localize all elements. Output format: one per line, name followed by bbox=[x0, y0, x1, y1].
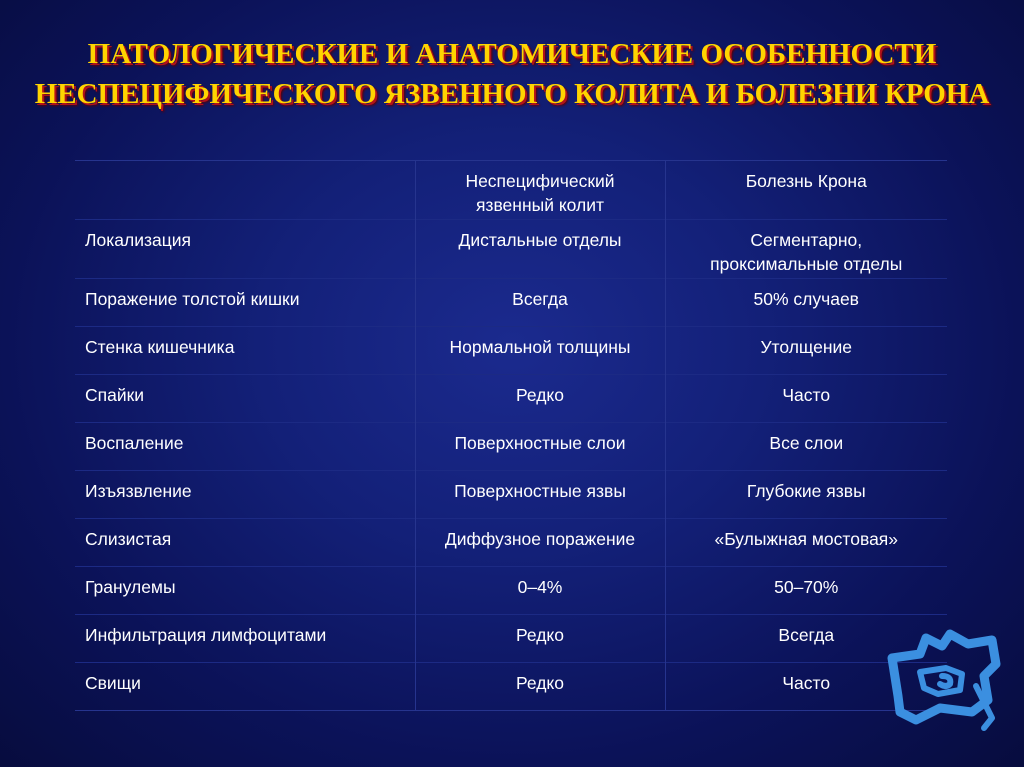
crohn-cell: Утолщение bbox=[665, 327, 947, 375]
crohn-cell-line1: Сегментарно, bbox=[750, 230, 863, 250]
crohn-cell: «Булыжная мостовая» bbox=[665, 519, 947, 567]
table-row bbox=[75, 327, 947, 375]
comparison-table-container bbox=[75, 160, 947, 692]
uc-cell: 0–4% bbox=[415, 567, 665, 615]
feature-cell: Воспаление bbox=[75, 423, 415, 471]
uc-cell: Редко bbox=[415, 375, 665, 423]
table-row bbox=[75, 615, 947, 663]
crohn-cell: 50% случаев bbox=[665, 279, 947, 327]
crohn-cell: Часто bbox=[665, 375, 947, 423]
uc-cell: Дистальные отделы bbox=[415, 220, 665, 279]
table-row bbox=[75, 423, 947, 471]
slide-title-line1: ПАТОЛОГИЧЕСКИЕ И АНАТОМИЧЕСКИЕ ОСОБЕННОСТИ bbox=[87, 38, 937, 70]
uc-cell: Редко bbox=[415, 615, 665, 663]
slide-title-line2: НЕСПЕЦИФИЧЕСКОГО ЯЗВЕННОГО КОЛИТА И БОЛЕЗНИ КРОНА bbox=[34, 78, 990, 110]
table-row bbox=[75, 375, 947, 423]
comparison-table bbox=[75, 160, 947, 711]
uc-cell: Поверхностные язвы bbox=[415, 471, 665, 519]
slide-title bbox=[0, 34, 1024, 114]
intestine-logo-icon bbox=[880, 624, 1010, 734]
crohn-cell bbox=[665, 220, 947, 279]
table-row bbox=[75, 663, 947, 711]
crohn-cell: 50–70% bbox=[665, 567, 947, 615]
crohn-cell: Часто bbox=[665, 663, 947, 711]
feature-cell: Свищи bbox=[75, 663, 415, 711]
crohn-cell-line2: проксимальные отделы bbox=[710, 254, 903, 274]
table-header-row bbox=[75, 161, 947, 220]
table-row bbox=[75, 519, 947, 567]
intestine-logo-svg bbox=[880, 624, 1010, 734]
uc-cell: Всегда bbox=[415, 279, 665, 327]
crohn-cell: Всегда bbox=[665, 615, 947, 663]
uc-cell: Нормальной толщины bbox=[415, 327, 665, 375]
crohn-cell: Все слои bbox=[665, 423, 947, 471]
uc-cell: Редко bbox=[415, 663, 665, 711]
feature-cell: Гранулемы bbox=[75, 567, 415, 615]
header-cell-uc bbox=[415, 161, 665, 220]
uc-cell: Поверхностные слои bbox=[415, 423, 665, 471]
feature-cell: Инфильтрация лимфоцитами bbox=[75, 615, 415, 663]
feature-cell: Стенка кишечника bbox=[75, 327, 415, 375]
table-row bbox=[75, 279, 947, 327]
feature-cell: Локализация bbox=[75, 220, 415, 279]
table-row bbox=[75, 567, 947, 615]
feature-cell: Слизистая bbox=[75, 519, 415, 567]
uc-cell: Диффузное поражение bbox=[415, 519, 665, 567]
feature-cell: Изъязвление bbox=[75, 471, 415, 519]
table-row bbox=[75, 471, 947, 519]
header-uc-line2: язвенный колит bbox=[475, 195, 605, 215]
feature-cell: Поражение толстой кишки bbox=[75, 279, 415, 327]
table-row bbox=[75, 220, 947, 279]
header-cell-feature bbox=[75, 161, 415, 220]
feature-cell: Спайки bbox=[75, 375, 415, 423]
header-cell-crohn: Болезнь Крона bbox=[665, 161, 947, 220]
crohn-cell: Глубокие язвы bbox=[665, 471, 947, 519]
header-uc-line1: Неспецифический bbox=[465, 171, 615, 191]
